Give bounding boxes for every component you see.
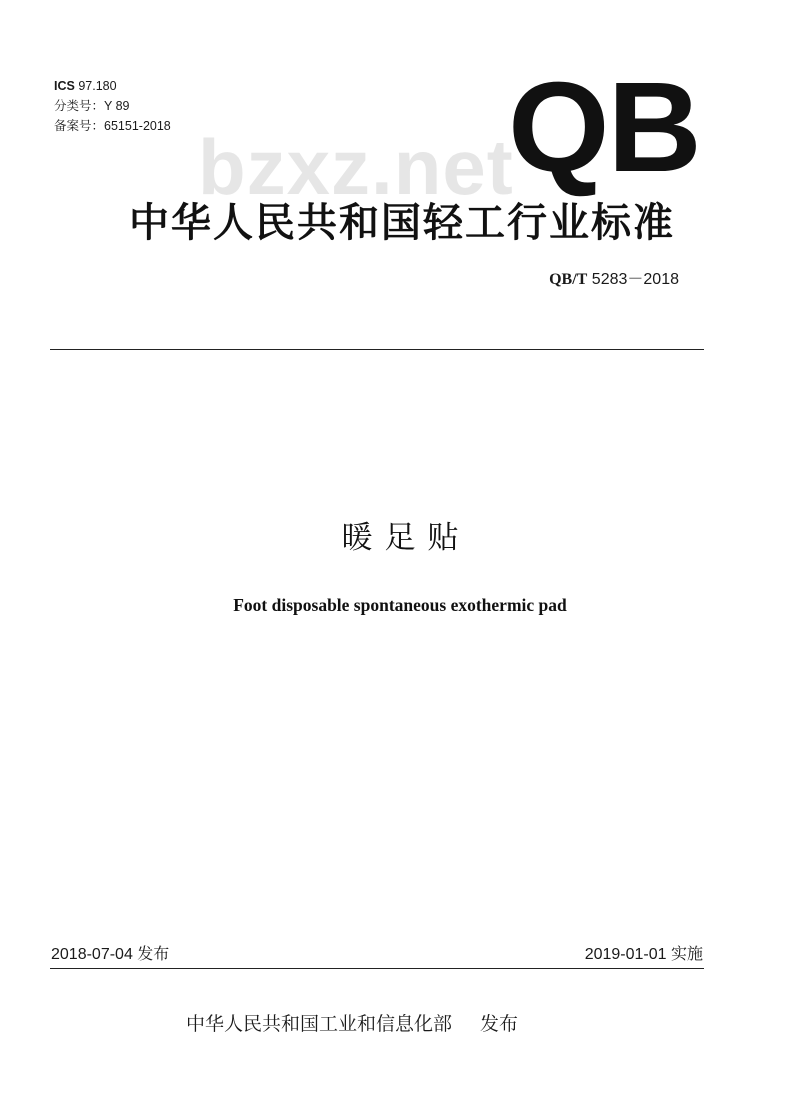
main-title: 中华人民共和国轻工行业标准: [129, 200, 675, 246]
ics-label: ICS: [54, 79, 75, 93]
qb-logo: QB: [508, 56, 700, 199]
issuer-name: 中华人民共和国工业和信息化部: [186, 1013, 453, 1035]
issuer-line: [186, 1009, 518, 1036]
header-meta: [54, 76, 171, 136]
document-title-en: Foot disposable spontaneous exothermic pad: [233, 595, 567, 615]
record-label: 备案号：: [54, 119, 105, 133]
issue-date: 2018-07-04 发布: [51, 946, 170, 963]
record-row: [54, 116, 171, 136]
classification-label: 分类号：: [54, 99, 105, 113]
standard-code-number: 5283－2018: [591, 271, 679, 288]
document-title-cn: 暖足贴: [341, 520, 471, 556]
top-divider: [50, 349, 704, 350]
ics-value: 97.180: [78, 79, 117, 93]
bottom-divider: [50, 968, 704, 969]
issuer-action: 发布: [480, 1013, 519, 1035]
watermark: bzxz.net: [198, 123, 514, 211]
standard-code: [549, 266, 679, 289]
ics-row: [54, 76, 171, 96]
standard-code-prefix: QB/T: [549, 271, 588, 288]
record-value: 65151-2018: [104, 119, 171, 133]
implementation-date: 2019-01-01 实施: [584, 946, 703, 963]
classification-value: Y 89: [104, 99, 130, 113]
classification-row: [54, 96, 171, 116]
